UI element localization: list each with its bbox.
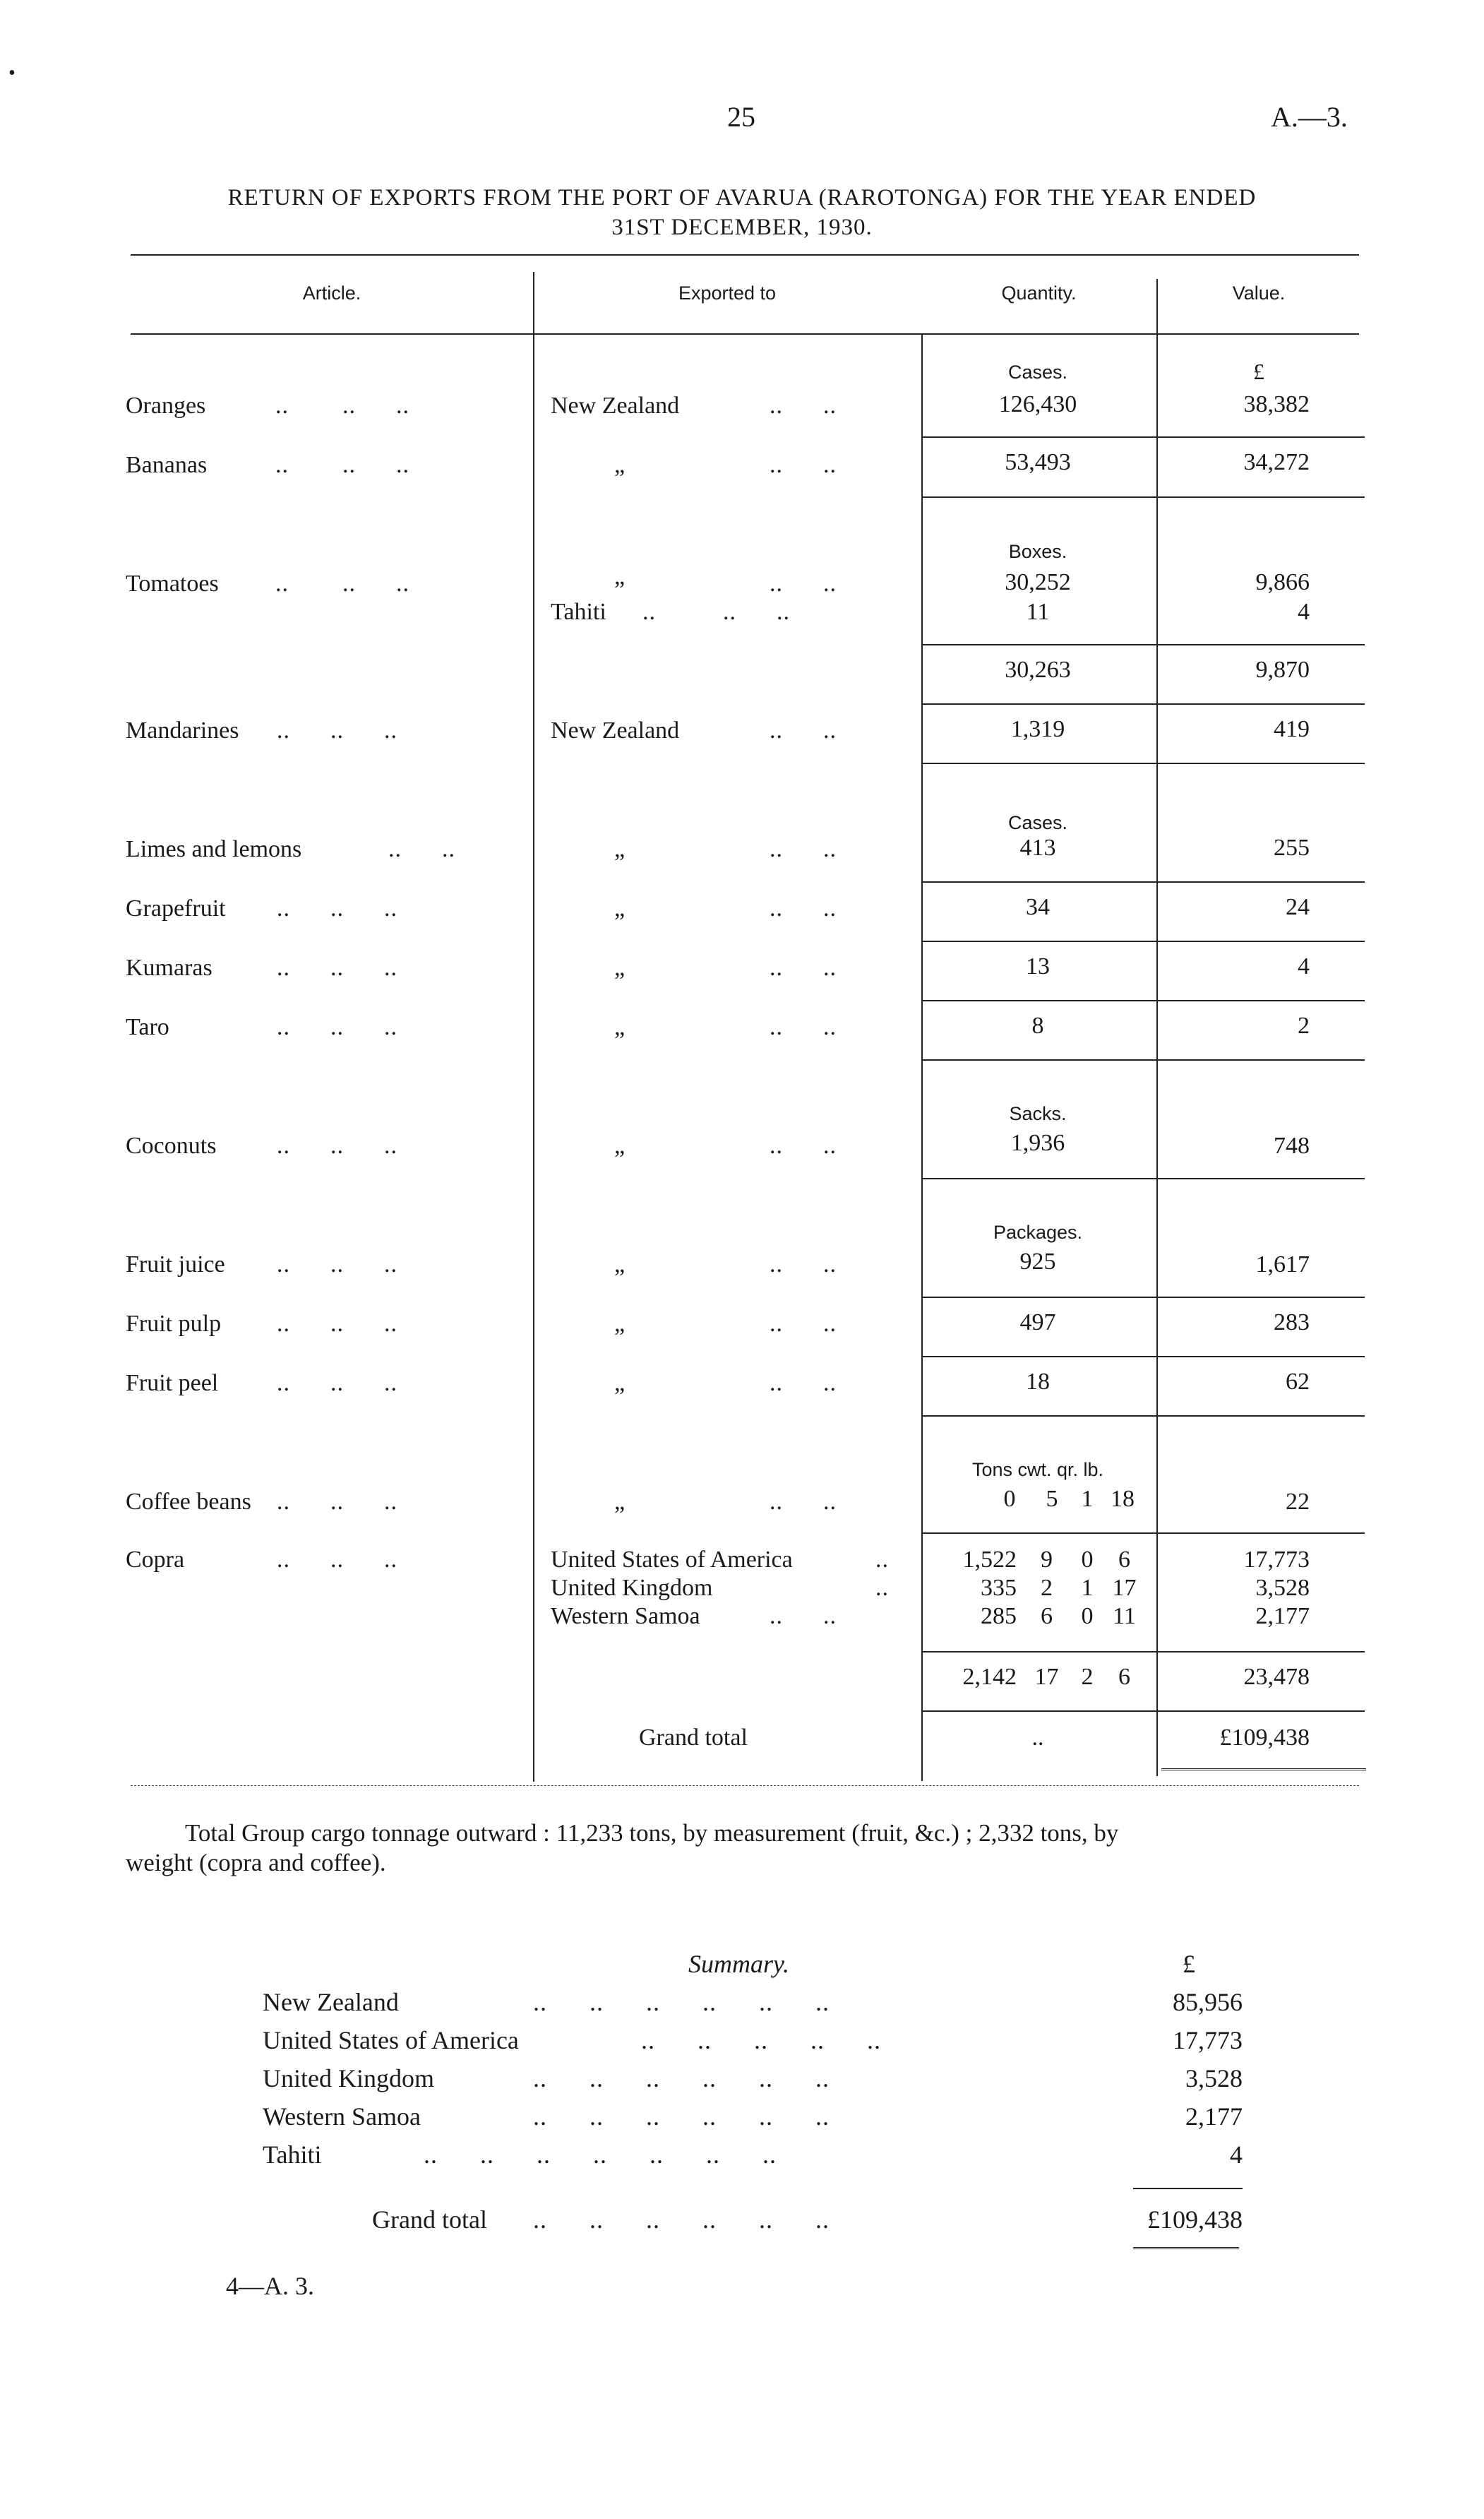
header-value: Value.	[1232, 282, 1286, 304]
dest-tahiti: Tahiti	[551, 599, 606, 625]
summary-currency: £	[1183, 1950, 1195, 1978]
dest-limes-lemons: „	[614, 836, 626, 862]
table-title-line2: 31ST DECEMBER, 1930.	[611, 215, 873, 240]
copra-uk-tons: 335	[981, 1575, 1017, 1601]
document-reference: A.—3.	[1271, 101, 1348, 133]
row-rule	[921, 1356, 1365, 1357]
row-rule	[921, 1178, 1365, 1179]
coffee-cwt: 5	[1046, 1486, 1058, 1512]
value-fruit-peel: 62	[1286, 1369, 1310, 1395]
summary-value-ws: 2,177	[1185, 2102, 1243, 2131]
value-coffee-beans: 22	[1286, 1489, 1310, 1515]
coffee-lb: 18	[1111, 1486, 1135, 1512]
row-rule	[921, 1415, 1365, 1417]
dest-kumaras: „	[614, 955, 626, 981]
article-oranges: Oranges	[126, 393, 206, 419]
qty-fruit-juice: 925	[1019, 1249, 1056, 1275]
row-rule	[921, 644, 1365, 645]
unit-cases: Cases.	[1007, 362, 1068, 383]
qty-oranges: 126,430	[998, 391, 1077, 417]
qty-tomatoes-nz: 30,252	[1005, 569, 1071, 595]
row-rule	[921, 1059, 1365, 1061]
article-tomatoes: Tomatoes	[126, 571, 219, 597]
value-copra-usa: 17,773	[1243, 1547, 1310, 1573]
value-tomatoes-nz: 9,866	[1255, 569, 1310, 595]
dest-oranges: New Zealand	[551, 393, 680, 419]
summary-title: Summary.	[688, 1950, 789, 1978]
copra-total-lb: 6	[1118, 1664, 1130, 1690]
copra-uk-cwt: 2	[1041, 1575, 1053, 1601]
unit-packages: Packages.	[993, 1222, 1083, 1243]
table-top-rule	[131, 254, 1359, 256]
copra-usa-qr: 0	[1081, 1547, 1094, 1573]
article-bananas: Bananas	[126, 452, 208, 478]
article-limes-lemons: Limes and lemons	[126, 836, 302, 862]
dest-uk: United Kingdom	[551, 1575, 713, 1601]
dest-grapefruit: „	[614, 895, 626, 922]
copra-usa-cwt: 9	[1041, 1547, 1053, 1573]
summary-name-usa: United States of America	[263, 2026, 519, 2054]
divider-article	[533, 272, 534, 1782]
dest-coffee-beans: „	[614, 1489, 626, 1515]
value-taro: 2	[1298, 1013, 1310, 1039]
row-rule	[921, 1297, 1365, 1298]
row-rule	[921, 941, 1365, 942]
header-quantity: Quantity.	[1001, 282, 1077, 304]
qty-grapefruit: 34	[1026, 894, 1050, 920]
value-bananas: 34,272	[1243, 449, 1310, 475]
summary-value-usa: 17,773	[1173, 2026, 1243, 2054]
copra-ws-qr: 0	[1081, 1603, 1094, 1629]
qty-fruit-pulp: 497	[1019, 1309, 1056, 1335]
table-title-line1: RETURN OF EXPORTS FROM THE PORT OF AVARUA (RAROTONGA) FOR THE YEAR ENDED	[227, 185, 1257, 210]
dest-tomatoes: „	[614, 564, 626, 590]
dest-fruit-pulp: „	[614, 1311, 626, 1337]
article-fruit-pulp: Fruit pulp	[126, 1311, 222, 1337]
summary-name-tahiti: Tahiti	[263, 2140, 322, 2169]
copra-usa-tons: 1,522	[962, 1547, 1017, 1573]
qty-mandarines: 1,319	[1010, 716, 1065, 742]
grand-total-quantity: ..	[1031, 1725, 1044, 1751]
qty-kumaras: 13	[1026, 953, 1050, 979]
footer-reference: 4—A. 3.	[226, 2272, 314, 2300]
copra-ws-lb: 11	[1113, 1603, 1136, 1629]
qty-taro: 8	[1031, 1013, 1044, 1039]
summary-value-tahiti: 4	[1230, 2140, 1243, 2169]
row-rule	[921, 1532, 1365, 1534]
dest-taro: „	[614, 1014, 626, 1040]
copra-uk-qr: 1	[1081, 1575, 1094, 1601]
value-copra-uk: 3,528	[1255, 1575, 1310, 1601]
dest-western-samoa: Western Samoa	[551, 1603, 700, 1629]
copra-uk-lb: 17	[1112, 1575, 1137, 1601]
qty-tomatoes-total: 30,263	[1005, 657, 1071, 683]
article-coconuts: Coconuts	[126, 1133, 217, 1159]
article-copra: Copra	[126, 1547, 185, 1573]
copra-ws-tons: 285	[981, 1603, 1017, 1629]
copra-usa-lb: 6	[1118, 1547, 1130, 1573]
value-tomatoes-total: 9,870	[1255, 657, 1310, 683]
coffee-qr: 1	[1081, 1486, 1094, 1512]
copra-total-qr: 2	[1081, 1664, 1094, 1690]
value-copra-ws: 2,177	[1255, 1603, 1310, 1629]
unit-sacks: Sacks.	[1009, 1103, 1067, 1124]
unit-boxes: Boxes.	[1008, 541, 1067, 562]
value-copra-total: 23,478	[1243, 1664, 1310, 1690]
value-limes-lemons: 255	[1274, 835, 1310, 861]
article-coffee-beans: Coffee beans	[126, 1489, 251, 1515]
dest-coconuts: „	[614, 1133, 626, 1159]
row-rule	[921, 881, 1365, 883]
summary-double-rule	[1133, 2247, 1239, 2252]
row-rule	[921, 1710, 1365, 1712]
summary-total-rule	[1133, 2188, 1243, 2189]
grand-total-double-rule	[1161, 1768, 1366, 1773]
value-kumaras: 4	[1298, 953, 1310, 979]
summary-value-uk: 3,528	[1185, 2064, 1243, 2092]
value-tomatoes-tahiti: 4	[1298, 599, 1310, 625]
value-coconuts: 748	[1274, 1133, 1310, 1159]
article-fruit-peel: Fruit peel	[126, 1370, 219, 1396]
dest-fruit-juice: „	[614, 1251, 626, 1278]
unit-pound: £	[1253, 359, 1264, 384]
article-mandarines: Mandarines	[126, 717, 239, 744]
value-fruit-juice: 1,617	[1255, 1251, 1310, 1278]
bullet-mark: •	[8, 62, 16, 84]
summary-name-ws: Western Samoa	[263, 2102, 421, 2131]
dest-bananas: „	[614, 452, 626, 478]
summary-total-value: £109,438	[1147, 2205, 1243, 2234]
value-grapefruit: 24	[1286, 894, 1310, 920]
copra-ws-cwt: 6	[1041, 1603, 1053, 1629]
unit-tons: Tons cwt. qr. lb.	[971, 1459, 1104, 1480]
summary-value-nz: 85,956	[1173, 1988, 1243, 2016]
qty-tomatoes-tahiti: 11	[1026, 599, 1050, 625]
row-rule	[921, 1000, 1365, 1001]
dest-mandarines: New Zealand	[551, 717, 680, 744]
header-exported-to: Exported to	[678, 282, 777, 304]
article-kumaras: Kumaras	[126, 955, 213, 981]
header-bottom-rule	[131, 333, 1359, 335]
qty-fruit-peel: 18	[1026, 1369, 1050, 1395]
article-taro: Taro	[126, 1014, 169, 1040]
row-rule	[921, 1651, 1365, 1652]
summary-total-label: Grand total	[372, 2205, 487, 2234]
dest-usa: United States of America	[551, 1547, 793, 1573]
value-oranges: 38,382	[1243, 391, 1310, 417]
qty-bananas: 53,493	[1005, 449, 1071, 475]
grand-total-label: Grand total	[639, 1725, 748, 1751]
row-rule	[921, 703, 1365, 705]
unit-cases-2: Cases.	[1007, 812, 1068, 833]
dest-fruit-peel: „	[614, 1370, 626, 1396]
summary-name-nz: New Zealand	[263, 1988, 399, 2016]
row-rule	[921, 763, 1365, 764]
value-fruit-pulp: 283	[1274, 1309, 1310, 1335]
cargo-note-line1: Total Group cargo tonnage outward : 11,233 tons, by measurement (fruit, &c.) ; 2,332 tons, by	[185, 1819, 1119, 1847]
summary-name-uk: United Kingdom	[263, 2064, 434, 2092]
cargo-note-line2: weight (copra and coffee).	[126, 1849, 386, 1876]
row-rule	[921, 436, 1365, 438]
page-number: 25	[727, 101, 755, 133]
copra-total-cwt: 17	[1034, 1664, 1059, 1690]
value-mandarines: 419	[1274, 716, 1310, 742]
qty-limes-lemons: 413	[1019, 835, 1056, 861]
grand-total-value: £109,438	[1219, 1725, 1310, 1751]
header-article: Article.	[302, 282, 361, 304]
row-rule	[921, 496, 1365, 498]
coffee-tons: 0	[1003, 1486, 1016, 1512]
article-fruit-juice: Fruit juice	[126, 1251, 225, 1278]
copra-total-tons: 2,142	[962, 1664, 1017, 1690]
table-bottom-rule	[131, 1785, 1359, 1786]
article-grapefruit: Grapefruit	[126, 895, 226, 922]
qty-coconuts: 1,936	[1010, 1130, 1065, 1156]
